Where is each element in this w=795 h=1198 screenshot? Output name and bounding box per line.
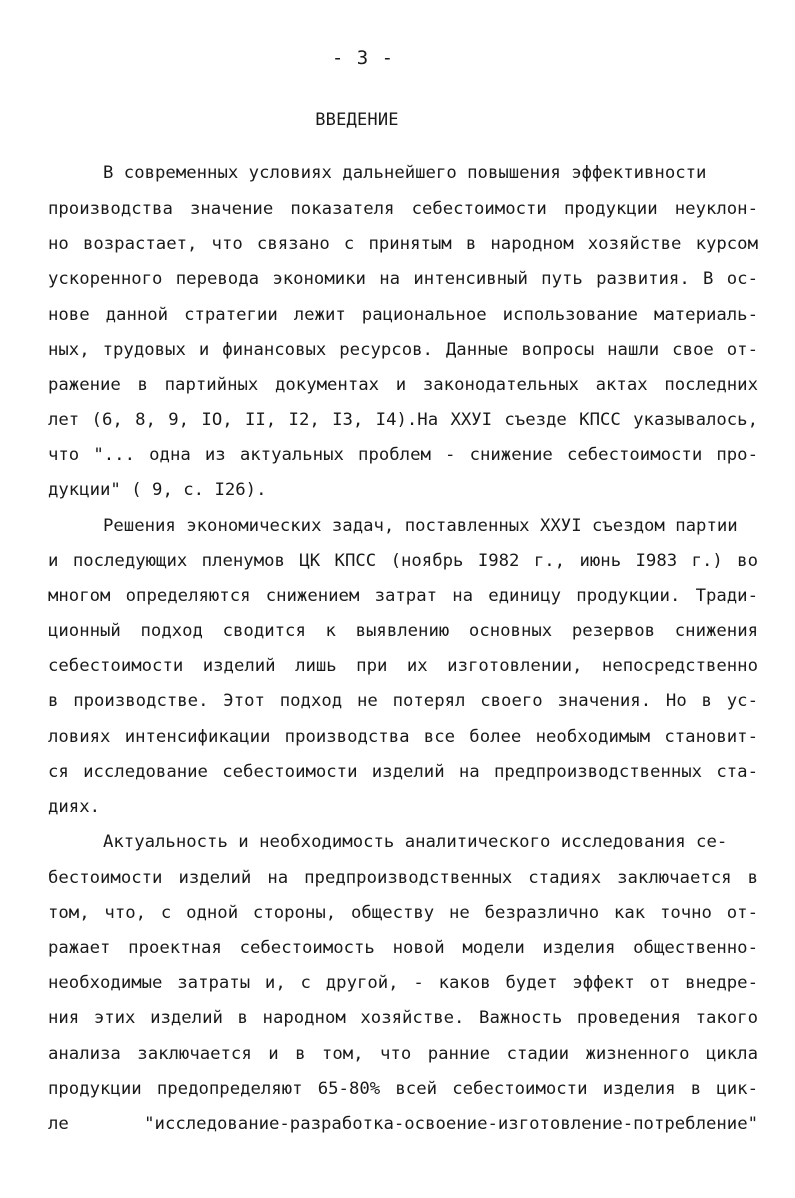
paragraph-3-line-8: продукции предопределяют 65-80% всей себестоимости изделия в цик- — [48, 1079, 758, 1099]
paragraph-3-line-4: ражает проектная себестоимость новой модели изделия общественно- — [48, 938, 758, 958]
paragraph-3-line-1: Актуальность и необходимость аналитического исследования се- — [103, 832, 728, 852]
paragraph-3-line-7: анализа заключается и в том, что ранние стадии жизненного цикла — [48, 1044, 758, 1064]
paragraph-1-line-8: лет (6, 8, 9, IO, II, I2, I3, I4).На XXУI съезде КПСС указывалось, — [48, 410, 758, 430]
section-heading: ВВЕДЕНИЕ — [315, 110, 399, 130]
paragraph-2-line-3: многом определяются снижением затрат на единицу продукции. Тради- — [48, 586, 758, 606]
paragraph-2-line-9: диях. — [48, 797, 101, 817]
paragraph-2-line-7: ловиях интенсификации производства все более необходимым становит- — [48, 727, 758, 747]
paragraph-3-line-3: том, что, с одной стороны, обществу не безразлично как точно от- — [48, 903, 758, 923]
paragraph-3-line-9: ле "исследование-разработка-освоение-изготовление-потребление" — [48, 1114, 758, 1134]
page-number: - 3 - — [331, 47, 395, 69]
paragraph-1-line-3: но возрастает, что связано с принятым в народном хозяйстве курсом — [48, 234, 758, 254]
paragraph-3-line-2: бестоимости изделий на предпроизводственных стадиях заключается в — [48, 868, 758, 888]
paragraph-2-line-6: в производстве. Этот подход не потерял своего значения. Но в ус- — [48, 691, 758, 711]
paragraph-1-line-2: производства значение показателя себестоимости продукции неуклон- — [48, 199, 758, 219]
paragraph-2-line-5: себестоимости изделий лишь при их изготовлении, непосредственно — [48, 656, 758, 676]
paragraph-1-line-6: ных, трудовых и финансовых ресурсов. Данные вопросы нашли свое от- — [48, 340, 758, 360]
paragraph-3-line-6: ния этих изделий в народном хозяйстве. Важность проведения такого — [48, 1008, 758, 1028]
paragraph-2-line-4: ционный подход сводится к выявлению основных резервов снижения — [48, 621, 758, 641]
paragraph-1-line-10: дукции" ( 9, с. I26). — [48, 480, 267, 500]
paragraph-2-line-1: Решения экономических задач, поставленных XXУI съездом партии — [103, 516, 738, 536]
paragraph-1-line-5: нове данной стратегии лежит рациональное использование материаль- — [48, 305, 758, 325]
paragraph-1-line-4: ускоренного перевода экономики на интенсивный путь развития. В ос- — [48, 269, 758, 289]
paragraph-2-line-8: ся исследование себестоимости изделий на предпроизводственных ста- — [48, 762, 758, 782]
paragraph-1-line-9: что "... одна из актуальных проблем - снижение себестоимости про- — [48, 445, 758, 465]
paragraph-3-line-5: необходимые затраты и, с другой, - каков будет эффект от внедре- — [48, 973, 758, 993]
paragraph-1-line-1: В современных условиях дальнейшего повышения эффективности — [103, 163, 707, 183]
paragraph-1-line-7: ражение в партийных документах и законодательных актах последних — [48, 375, 758, 395]
paragraph-2-line-2: и последующих пленумов ЦК КПСС (ноябрь I982 г., июнь I983 г.) во — [48, 551, 758, 571]
